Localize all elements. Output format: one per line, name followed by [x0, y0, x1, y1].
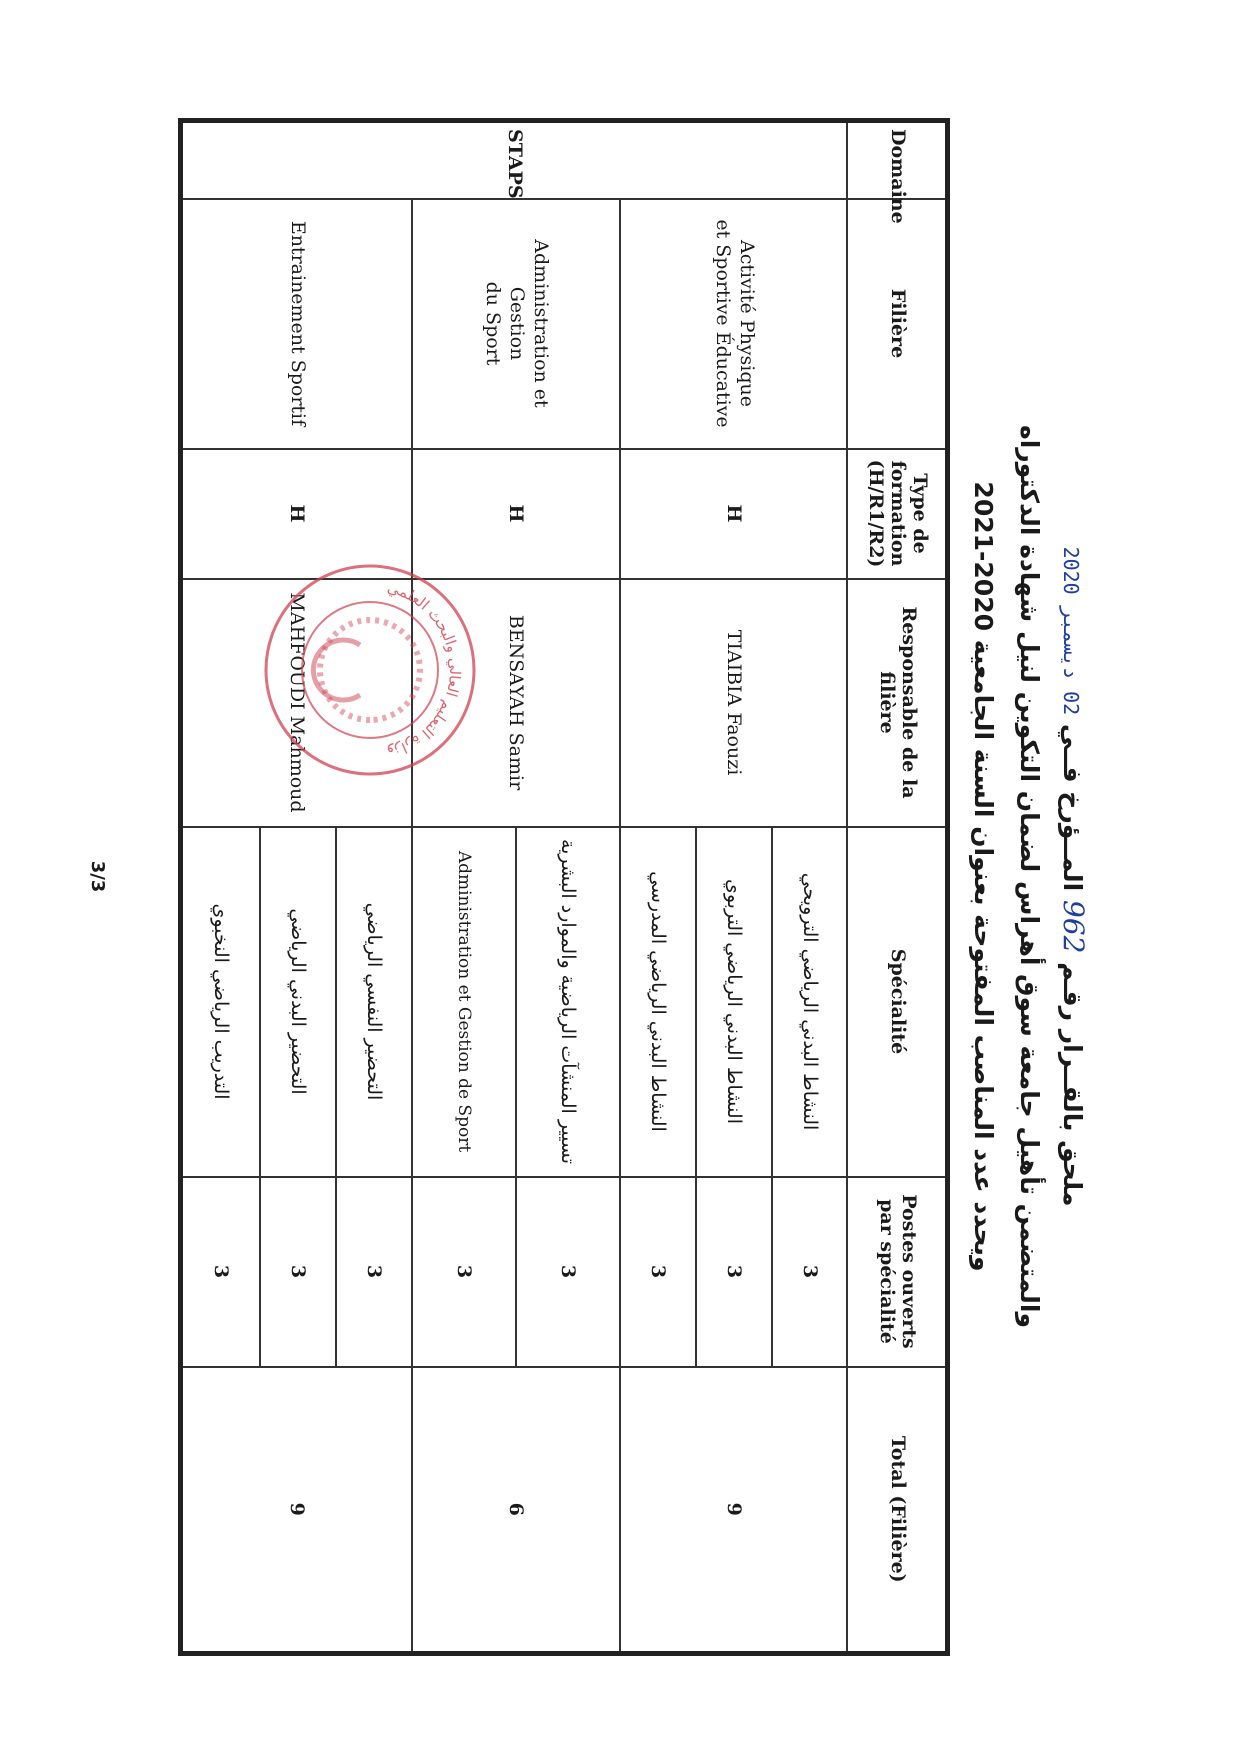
header-type-line: (H/R1/R2): [864, 459, 887, 568]
stamp-text: وزارة التعليم العالي والبحث العلمي: [385, 578, 465, 762]
responsable-cell: BENSAYAH Samir: [412, 579, 621, 827]
table-row: [772, 121, 848, 1654]
table-row: [336, 121, 412, 1654]
total-cell: 9: [181, 1367, 412, 1654]
title-text: ملحق بالقــرار رقـم: [1058, 962, 1087, 1207]
decree-number: 962: [1057, 899, 1090, 954]
header-domaine: Domaine: [848, 121, 948, 199]
filiere-name-line: et Sportive Éducative: [711, 219, 734, 428]
table-row: [516, 121, 620, 1654]
filiere-name-line: Activité Physique: [735, 239, 758, 408]
header-postes: [848, 1177, 948, 1367]
postes-cell: 3: [181, 1177, 261, 1367]
postes-cell: 3: [516, 1177, 620, 1367]
header-filiere: Filière: [848, 199, 948, 449]
header-responsable: Responsable de la filière: [848, 579, 948, 827]
header-type: [848, 449, 948, 579]
stamp-emblem: [320, 620, 420, 720]
postes-cell: 3: [412, 1177, 516, 1367]
postes-cell: 3: [336, 1177, 412, 1367]
filiere-name-line: du Sport: [482, 281, 505, 366]
filiere-name-line: Administration et Gestion: [505, 239, 552, 408]
type-cell: H: [412, 449, 621, 579]
specialite-cell: النشاط البدني الرياضي المدرسي: [620, 827, 696, 1177]
filiere-name-line: Entrainement Sportif: [286, 220, 309, 427]
header-type-line: formation: [886, 460, 909, 567]
header-type-line: Type de: [908, 473, 931, 554]
postes-cell: 3: [620, 1177, 696, 1367]
type-cell: H: [620, 449, 847, 579]
postes-cell: 3: [772, 1177, 848, 1367]
postes-cell: 3: [260, 1177, 336, 1367]
header-total: Total (Filière): [848, 1367, 948, 1654]
header-postes-line: Postes ouverts: [897, 1194, 920, 1349]
specialite-cell: التحضير النفسي الرياضي: [336, 827, 412, 1177]
specialite-cell: النشاط البدني الرياضي الترويحي: [772, 827, 848, 1177]
specialite-cell: Administration et Gestion de Sport: [412, 827, 516, 1177]
header-row: [848, 121, 948, 1654]
positions-table: [178, 118, 950, 1656]
total-cell: 9: [620, 1367, 847, 1654]
responsable-cell: TIAIBIA Faouzi: [620, 579, 847, 827]
header-postes-line: par spécialité: [875, 1199, 898, 1344]
header-specialite: Spécialité: [848, 827, 948, 1177]
specialite-cell: النشاط البدني الرياضي التربوي: [696, 827, 772, 1177]
decree-date: 02 ديسمبر 2020: [1059, 546, 1083, 716]
official-stamp: [260, 560, 480, 780]
postes-cell: 3: [696, 1177, 772, 1367]
stamp-outer-ring: [266, 566, 474, 774]
filiere-cell: [412, 199, 621, 449]
title-line-2: والمتضمن تأهيل جامعة سوق أهراس لضمان التكوين لنيل شهادة الدكتوراه: [1015, 424, 1044, 1329]
stamp-crescent: [313, 640, 360, 700]
domaine-cell: STAPS: [181, 121, 848, 199]
total-cell: 6: [412, 1367, 621, 1654]
title-line-1: [1057, 0, 1090, 1753]
specialite-cell: تسيير المنشآت الرياضية والموارد البشرية: [516, 827, 620, 1177]
title-text: المــؤرخ فــي: [1058, 723, 1087, 892]
title-line-3: ويحدد عدد المناصب المفتوحة بعنوان السنة الجامعية 2020-2021: [969, 481, 998, 1272]
specialite-cell: التحضير البدني الرياضي: [260, 827, 336, 1177]
filiere-cell: [620, 199, 847, 449]
page-number: 3/3: [87, 860, 108, 893]
specialite-cell: التدريب الرياضي النخبوي: [181, 827, 261, 1177]
type-cell: H: [181, 449, 412, 579]
filiere-cell: [181, 199, 412, 449]
responsable-cell: MAHFOUDI Mahmoud: [181, 579, 412, 827]
